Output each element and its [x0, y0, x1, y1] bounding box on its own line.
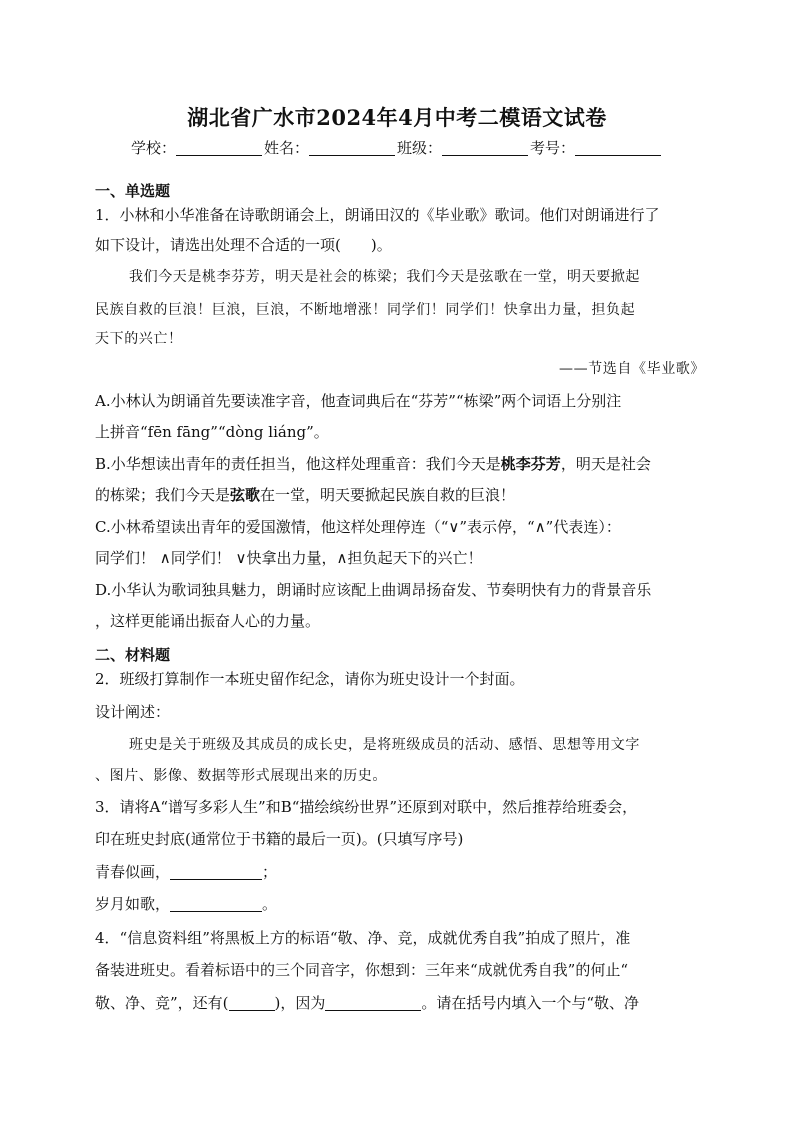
- poem-line: 民族自救的巨浪！巨浪，巨浪，不断地增涨！同学们！同学们！快拿出力量，担负起: [95, 302, 636, 318]
- option-a[interactable]: A.小林认为朗诵首先要读准字音，他查词典后在“芬芳”“栋梁”两个词语上分别注: [95, 392, 622, 410]
- option-d[interactable]: D.小华认为歌词独具魅力，朗诵时应该配上曲调昂扬奋发、节奏明快有力的背景音乐: [95, 581, 652, 599]
- question-1-text: 如下设计，请选出处理不合适的一项( )。: [95, 236, 392, 254]
- option-b-text: 的栋梁；我们今天是: [95, 486, 231, 504]
- question-1-text: 1．小林和小华准备在诗歌朗诵会上，朗诵田汉的《毕业歌》歌词。他们对朗诵进行了: [95, 206, 660, 224]
- design-text: 班史是关于班级及其成员的成长史，是将班级成员的活动、感悟、思想等用文字: [129, 737, 640, 753]
- question-4-text: 备装进班史。看着标语中的三个同音字，你想到：三年来“成就优秀自我”的何止“: [95, 961, 629, 979]
- couplet-line-2: [95, 894, 705, 914]
- q4-blank-reason[interactable]: [325, 994, 421, 1011]
- option-b-text: B.小华想读出青年的责任担当，他这样处理重音：我们今天是: [95, 455, 501, 473]
- poem-source: ——节选自《毕业歌》: [559, 361, 705, 377]
- option-a-cont: 上拼音“fēn fāng”“dòng liáng”。: [95, 423, 329, 441]
- section-heading-material: 二、材料题: [95, 646, 171, 664]
- question-4-text: [95, 993, 705, 1013]
- question-4-text: 4．“信息资料组”将黑板上方的标语“敬、净、竞，成就优秀自我”拍成了照片，准: [95, 929, 631, 947]
- q4-blank-char[interactable]: [229, 994, 275, 1011]
- class-blank[interactable]: [442, 140, 528, 156]
- couplet-text: ；: [262, 863, 278, 881]
- option-b-stress: 弦歌: [230, 486, 261, 504]
- student-info-line: [0, 137, 794, 158]
- question-3-text: 印在班史封底(通常位于书籍的最后一页)。(只填写序号): [95, 830, 464, 848]
- page-title: 湖北省广水市2024年4月中考二模语文试卷: [187, 105, 607, 130]
- option-b[interactable]: [95, 454, 705, 474]
- option-d-cont: ，这样更能诵出振奋人心的力量。: [95, 612, 321, 630]
- school-blank[interactable]: [176, 140, 262, 156]
- question-3-text: 3．请将A“谱写多彩人生”和B“描绘缤纷世界”还原到对联中，然后推荐给班委会，: [95, 798, 638, 816]
- option-c-cont: 同学们！ ∧同学们！ ∨快拿出力量，∧担负起天下的兴亡！: [95, 549, 483, 567]
- option-b-cont: [95, 485, 705, 505]
- number-label: 考号：: [530, 139, 576, 157]
- class-label: 班级：: [397, 139, 443, 157]
- q4-text: 。请在括号内填入一个与“敬、净: [421, 994, 640, 1012]
- name-blank[interactable]: [309, 140, 395, 156]
- option-b-stress: 桃李芬芳: [500, 455, 561, 473]
- couplet-text: 。: [262, 895, 278, 913]
- poem-line: 我们今天是桃李芬芳，明天是社会的栋梁；我们今天是弦歌在一堂，明天要掀起: [129, 269, 640, 285]
- name-label: 姓名：: [263, 139, 309, 157]
- question-2-text: 2．班级打算制作一本班史留作纪念，请你为班史设计一个封面。: [95, 670, 525, 688]
- q4-text: )，因为: [274, 994, 326, 1012]
- couplet-blank-2[interactable]: [170, 895, 262, 912]
- design-text: 、图片、影像、数据等形式展现出来的历史。: [95, 768, 387, 784]
- number-blank[interactable]: [575, 140, 661, 156]
- option-b-text: 在一堂，明天要掀起民族自救的巨浪！: [260, 486, 516, 504]
- option-b-text: ，明天是社会: [560, 455, 651, 473]
- couplet-blank-1[interactable]: [170, 863, 262, 880]
- design-label: 设计阐述：: [95, 703, 171, 721]
- section-heading-single-choice: 一、单选题: [95, 182, 171, 200]
- option-c[interactable]: C.小林希望读出青年的爱国激情，他这样处理停连（“∨”表示停，“∧”代表连）：: [95, 518, 621, 536]
- couplet-line-1: [95, 862, 705, 882]
- poem-line: 天下的兴亡！: [95, 331, 183, 347]
- couplet-text: 青春似画，: [95, 863, 171, 881]
- q4-text: 敬、净、竞”，还有(: [95, 994, 229, 1012]
- school-label: 学校：: [130, 139, 176, 157]
- couplet-text: 岁月如歌，: [95, 895, 171, 913]
